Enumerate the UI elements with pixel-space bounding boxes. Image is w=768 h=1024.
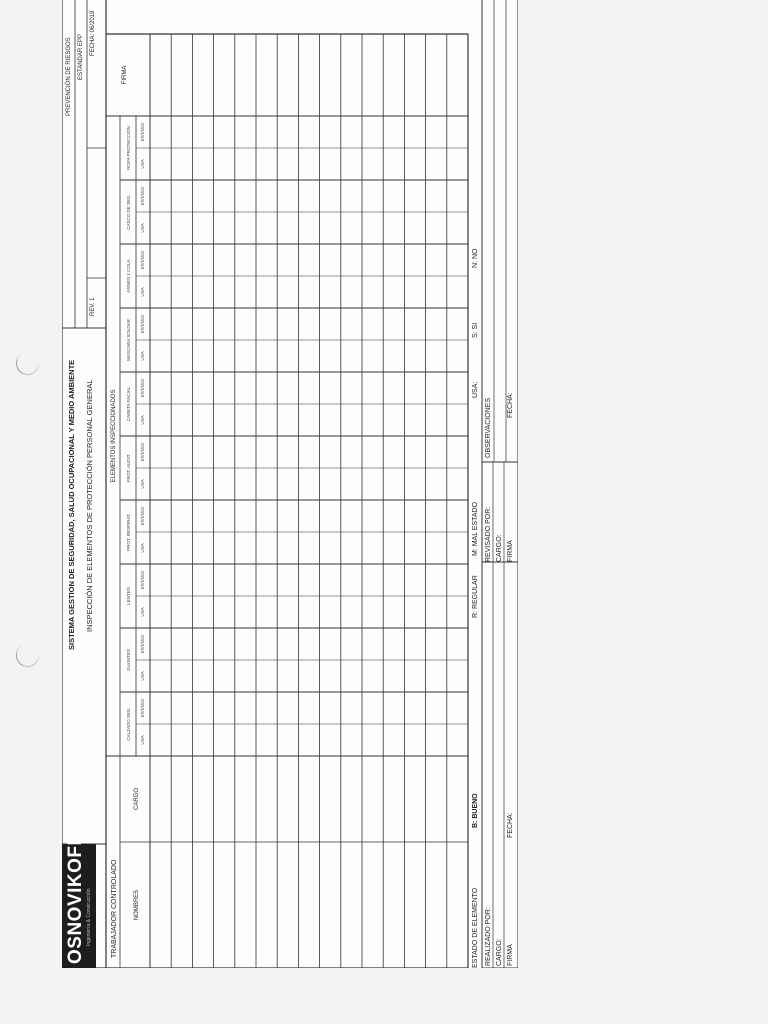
element-header: ROPA PROTECCIÓN: [126, 126, 131, 170]
state-subheader: ESTADO: [140, 634, 145, 654]
element-header: PROT. RESPIRAT.: [126, 513, 131, 551]
use-subheader: USA: [140, 351, 145, 361]
reviewed-position-label: CARGO:: [496, 534, 503, 562]
state-subheader: ESTADO: [140, 442, 145, 462]
legend-good: B: BUENO: [472, 793, 479, 828]
state-subheader: ESTADO: [140, 186, 145, 206]
company-logo: [62, 833, 96, 968]
form-title: INSPECCIÓN DE ELEMENTOS DE PROTECCIÓN PERSONAL GENERAL: [85, 379, 94, 632]
reviewed-signature-label: FIRMA: [507, 540, 514, 562]
epp-inspection-form: [62, 0, 518, 968]
logo-name: OSNOVIKOFF: [65, 833, 86, 964]
worker-group-header: TRABAJADOR CONTROLADO: [111, 859, 118, 958]
reviewed-date-label: FECHA:: [507, 392, 514, 418]
system-title: SISTEMA GESTION DE SEGURIDAD, SALUD OCUPACIONAL Y MEDIO AMBIENTE: [67, 359, 76, 650]
logo-tagline: Ingeniería & Construcción: [86, 888, 92, 946]
department-label: PREVENCIÓN DE RIESGOS: [66, 37, 72, 116]
legend-bad: M: MAL ESTADO: [472, 501, 479, 556]
legend-regular: R: REGULAR: [472, 575, 479, 618]
state-subheader: ESTADO: [140, 698, 145, 718]
use-subheader: USA: [140, 415, 145, 425]
observations-label: OBSERVACIONES: [485, 397, 492, 458]
use-subheader: USA: [140, 223, 145, 233]
use-subheader: USA: [140, 159, 145, 169]
element-header: ARNES Y COLA: [126, 259, 131, 293]
state-subheader: ESTADO: [140, 122, 145, 142]
use-subheader: USA: [140, 479, 145, 489]
state-subheader: ESTADO: [140, 250, 145, 270]
element-header: GUANTES: [126, 649, 131, 671]
state-subheader: ESTADO: [140, 378, 145, 398]
legend-use: USA:: [472, 381, 479, 398]
legend-yes: S: SI: [472, 322, 479, 338]
position-column-header: CARGO: [134, 788, 140, 811]
state-subheader: ESTADO: [140, 506, 145, 526]
names-column-header: NOMBRES: [134, 889, 140, 921]
signature-column-header: FIRMA: [122, 65, 128, 85]
state-subheader: ESTADO: [140, 570, 145, 590]
reviewed-by-label: REVISADO POR:: [485, 506, 492, 562]
legend-title: ESTADO DE ELEMENTO: [472, 887, 479, 968]
state-subheader: ESTADO: [140, 314, 145, 334]
use-subheader: USA: [140, 671, 145, 681]
performed-position-label: CARGO:: [496, 938, 503, 966]
performed-date-label: FECHA:: [507, 812, 514, 838]
performed-by-label: REALIZADO POR:: [485, 907, 492, 966]
legend-no: N: NO: [472, 248, 479, 268]
date-label: FECHA: 06/2019: [90, 10, 96, 56]
use-subheader: USA: [140, 543, 145, 553]
element-header: PROT. AUDIT.: [126, 453, 131, 483]
performed-signature-label: FIRMA: [507, 944, 514, 966]
use-subheader: USA: [140, 287, 145, 297]
element-header: MASCARA SOLDAR: [126, 319, 131, 361]
element-header: CARETA FACIAL: [126, 386, 131, 422]
use-subheader: USA: [140, 735, 145, 745]
standard-label: ESTANDAR EPP: [78, 34, 84, 80]
element-header: LENTES: [126, 587, 131, 605]
element-header: CALZADO SEG.: [126, 707, 131, 741]
elements-group-header: ELEMENTOS INSPECCIONADOS: [111, 389, 117, 483]
revision-label: REV. 1: [90, 297, 96, 316]
element-header: CASCO DE SEG.: [126, 194, 131, 230]
use-subheader: USA: [140, 607, 145, 617]
